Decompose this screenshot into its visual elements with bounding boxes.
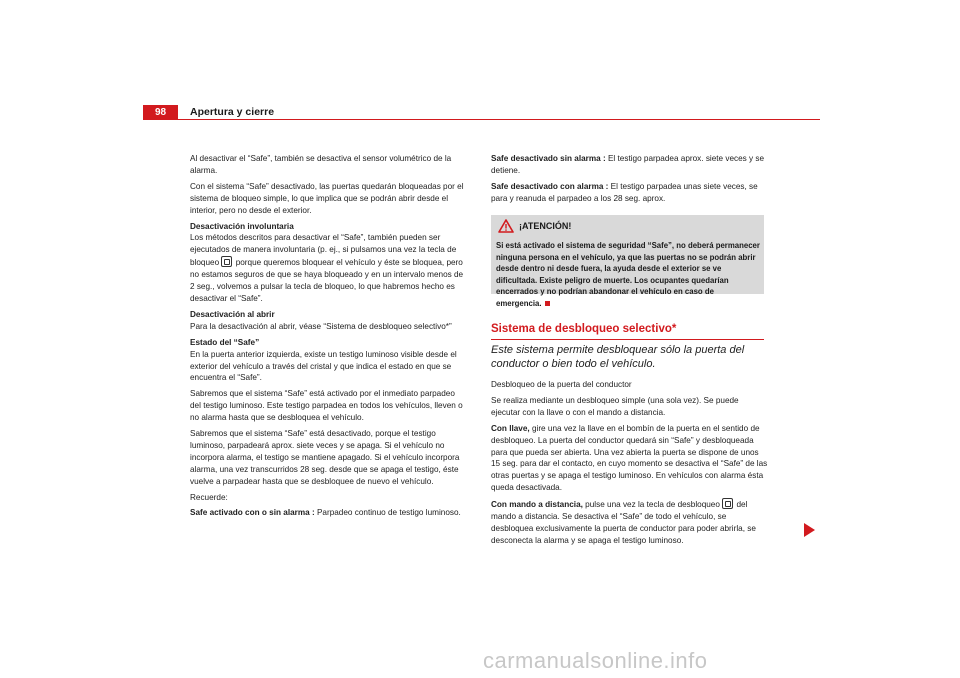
paragraph-text: Parpadeo continuo de testigo luminoso. [314,508,461,518]
left-column [190,153,467,523]
paragraph [491,498,769,547]
end-of-section-marker [545,301,550,306]
warning-triangle-icon [498,219,514,233]
paragraph [491,181,769,205]
paragraph-text: porque queremos bloquear el vehículo y éste se bloquea, pero no estamos seguros de que se haya bloqueado y en un intervalo menos de 2 seg., volvemos a pulsar la tecla de bloqueo, lo que habremos hecho es desactivar el “Safe”. [190,258,464,303]
paragraph-text: Los métodos descritos para desactivar el “Safe”, también pueden ser ejecutados de manera involuntaria (p. ej., si pulsamos una vez la tecla de bloqueo [190,233,457,268]
bold-label: Safe desactivado sin alarma : [491,154,606,163]
bold-label: Con llave, [491,423,530,433]
subheading-desactivacion-involuntaria: Desactivación involuntaria [190,221,294,231]
section-divider [491,339,764,340]
page-header-title: Apertura y cierre [190,106,275,118]
paragraph-text: del mando a distancia. Se desactiva el “Safe” de todo el vehículo, se desbloquea exclusivamente la puerta de conductor para poder abrirla, se desconecta la alarma y se apaga el testigo luminoso. [491,500,756,545]
subheading-estado-safe: Estado del “Safe” [190,337,260,347]
paragraph: Con el sistema “Safe” desactivado, las puertas quedarán bloqueadas por el sistema de bloqueo simple, lo que implica que se podrán abrir desde el interior, pero no desde el exterior. [190,181,464,215]
section-title: Sistema de desbloqueo selectivo* [491,323,677,335]
next-page-arrow-icon[interactable] [804,523,815,537]
bold-label: Safe desactivado con alarma : [491,181,609,191]
paragraph-text: pulse una vez la tecla de desbloqueo [582,500,720,510]
section-subtitle: Este sistema permite desbloquear sólo la puerta del conductor o bien todo el vehículo. [491,344,745,370]
paragraph: Sabremos que el sistema “Safe” está desactivado, porque el testigo luminoso, parpadeará aprox. siete veces y se apaga. Si el vehículo no incorpora alarma, el testigo se mantiene apagado. Si el vehículo incorpora alarma, una vez transcurridos 28 seg. desde que se apaga el testigo, éste vuelve a parpadear hasta que se desbloquee de nuevo el vehículo. [190,429,460,486]
paragraph [491,153,769,177]
unlock-key-icon [722,498,733,509]
paragraph [491,423,769,494]
paragraph: Para la desactivación al abrir, véase “Sistema de desbloqueo selectivo*” [190,321,452,331]
header-divider [178,119,820,120]
paragraph-text: gire una vez la llave en el bombín de la puerta en el sentido de desbloqueo. La puerta del conductor quedará sin “Safe” y desbloqueada para que pueda ser abierta. Una vez abierta la puerta se dispone de unos 15 seg. para dar el contacto, en cuyo momento se desactiva el “Safe” de las otras puertas y se apaga el testigo luminoso. En vehículos con alarma ésta queda desactivada. [491,423,768,493]
paragraph: Al desactivar el “Safe”, también se desactiva el sensor volumétrico de la alarma. [190,154,452,175]
lock-key-icon [221,256,232,267]
section-body [491,379,769,551]
bold-label: Safe activado con o sin alarma : [190,508,315,518]
subheading-desactivacion-abrir: Desactivación al abrir [190,309,275,319]
paragraph [190,232,467,304]
paragraph: Se realiza mediante un desbloqueo simple (una sola vez). Se puede ejecutar con la llave o con el mando a distancia. [491,395,739,417]
paragraph-text: El testigo parpadea aprox. siete veces y se detiene. [491,154,765,175]
paragraph-text: El testigo parpadea unas siete veces, se para y reanuda el parpadeo a los 28 seg. aprox. [491,181,758,203]
paragraph: En la puerta anterior izquierda, existe un testigo luminoso visible desde el exterior del vehículo a través del cristal y que indica el estado en que se encuentra el “Safe”. [190,349,457,383]
subheading-desbloqueo-conductor: Desbloqueo de la puerta del conductor [491,380,632,389]
warning-body: Si está activado el sistema de seguridad “Safe”, no deberá permanecer ninguna persona en el vehículo, ya que las puertas no se podrán abrir desde dentro ni desde fuera, la ayuda desde el exterior se ve dificultada. Existe peligro de muerte. Los ocupantes quedarían encerrados y no podrían abandonar el vehículo en caso de emergencia. [496,241,760,308]
paragraph: Recuerde: [190,492,228,502]
warning-text [496,240,761,310]
warning-title: ¡ATENCIÓN! [519,221,572,231]
right-column [491,153,769,209]
paragraph [190,507,467,519]
page-number-badge: 98 [143,105,178,120]
warning-box [491,215,764,308]
paragraph: Sabremos que el sistema “Safe” está activado por el inmediato parpadeo del testigo luminoso. Este testigo parpadea en todos los vehículos, lleven o no alarma hasta que se desbloquea el vehículo. [190,389,463,423]
bold-label: Con mando a distancia, [491,500,583,510]
watermark: carmanualsonline.info [483,648,708,673]
